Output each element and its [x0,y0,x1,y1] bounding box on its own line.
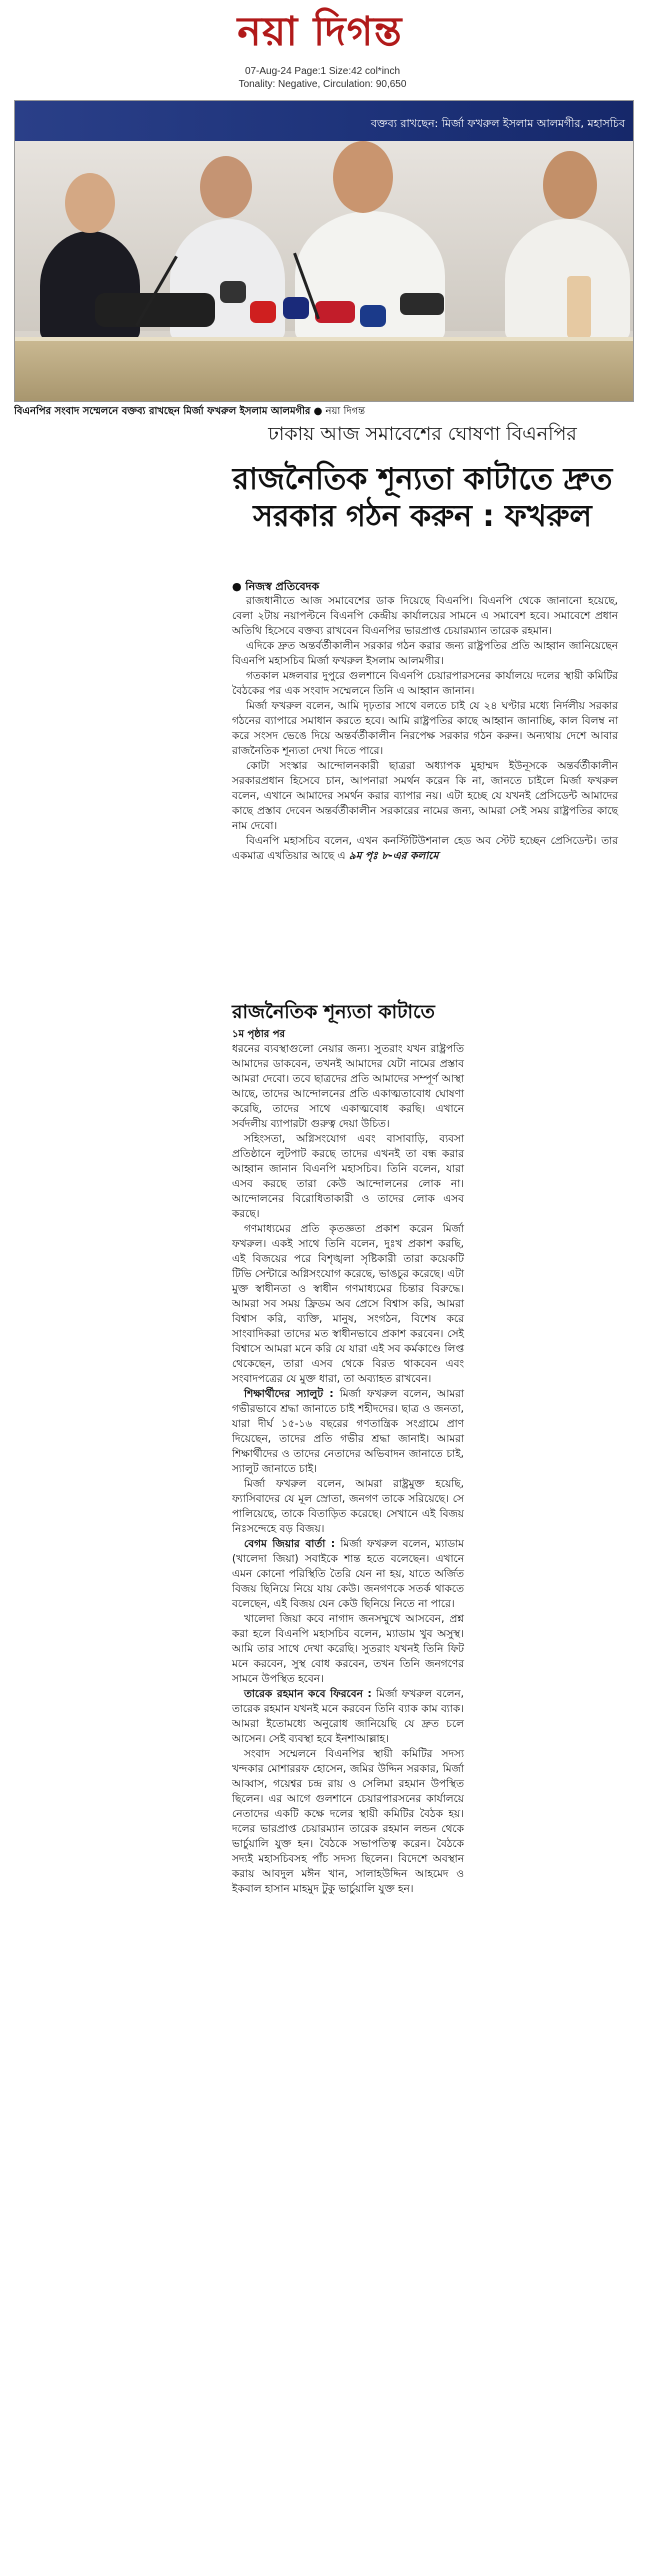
section-heading: তারেক রহমান কবে ফিরবেন : [244,1688,372,1700]
clipping-meta-tonality: Tonality: Negative, Circulation: 90,650 [238,79,407,90]
paragraph: রাজধানীতে আজ সমাবেশের ডাক দিয়েছে বিএনপি। বিএনপি থেকে জানানো হয়েছে, বেলা ২টায় নয়াপল্টনে বিএনপি কেন্দ্রীয় কার্যালয়ের সামনে এ সমাবেশ হবে। সমাবেশে প্রধান অতিথি হিসেবে বক্তব্য রাখবেন বিএনপির ভারপ্রাপ্ত চেয়ারম্যান তারেক রহমান। [232,595,618,637]
microphone-cluster [95,293,215,327]
paragraph: খালেদা জিয়া কবে নাগাদ জনসম্মুখে আসবেন, প্রশ্ন করা হলে বিএনপি মহাসচিব বলেন, ম্যাডাম খুব অসুস্থ। আমি তার সাথে দেখা করেছি। সুতরাং যখনই তিনি ফিট মনে করবেন, সুস্থ বোধ করবেন, তখন তিনি জনগণের সামনে উপস্থিত হবেন। [232,1613,464,1685]
paragraph: ধরনের ব্যবস্থাগুলো নেয়ার জন্য। সুতরাং যখন রাষ্ট্রপতি আমাদের ডাকবেন, তখনই আমাদের যেটা নামের প্রস্তাব আমরা দেবো। তবে ছাত্রদের প্রতি আমাদের সম্পূর্ণ আস্থা আছে, তাদের আন্দোলনের প্রতি একাত্মতাবোধ ঘোষণা করেছি, তাদের সাথে একাত্মবোধ করছি। এখানে সর্বদলীয় ব্যাপারটা গুরুত্ব দেয়া উচিত। [232,1043,464,1130]
story-body [232,594,618,864]
paragraph: তারেক রহমান কবে ফিরবেন : মির্জা ফখরুল বলেন, তারেক রহমান যখনই মনে করবেন তিনি ব্যাক কাম ব্যাক। আমরা ইতোমধ্যে অনুরোধ জানিয়েছি যে দ্রুত চলে আসেন। সেই ব্যবস্থা হবে ইনশাআল্লাহ। [232,1688,465,1745]
caption-credit: ● নয়া দিগন্ত [313,406,366,417]
paragraph: শিক্ষার্থীদের স্যালুট : মির্জা ফখরুল বলেন, আমরা গভীরভাবে শ্রদ্ধা জানাতে চাই শহীদদের। ছাত্র ও জনতা, যারা দীর্ঘ ১৫-১৬ বছরের গণতান্ত্রিক সংগ্রামে প্রাণ দিয়েছেন, তাদের প্রতি গভীর শ্রদ্ধা জানাই। আমরা শিক্ষার্থীদের ও তাদের নেতাদের অভিবাদন জানাতে চাই, স্যালুট জানাতে চাই। [232,1388,465,1475]
kicker: ঢাকায় আজ সমাবেশের ঘোষণা বিএনপির [268,423,577,445]
paragraph: কোটা সংস্কার আন্দোলনকারী ছাত্ররা অধ্যাপক মুহাম্মদ ইউনূসকে অন্তর্বর্তীকালীন সরকারপ্রধান হিসেবে চান, আপনারা সমর্থন করেন কি না, জানতে চাইলে মির্জা ফখরুল বলেন, এখানে আমাদের সমর্থন করার ব্যাপার নয়। এটা হচ্ছে যে যখনই প্রেসিডেন্ট আমাদের কাছে প্রস্তাব দেবেন অন্তর্বর্তীকালীন সরকারের নামের জন্য, আমরা সেই সময় রাষ্ট্রপতির কাছে নাম দেবো। [232,760,618,832]
jump-title: রাজনৈতিক শূন্যতা কাটাতে [232,1001,435,1023]
paragraph: বেগম জিয়ার বার্তা : মির্জা ফখরুল বলেন, ম্যাডাম (খালেদা জিয়া) সবাইকে শান্ত হতে বলেছেন। এখানে এমন কোনো পরিস্থিতি তৈরি যেন না হয়, যাতে অর্জিত বিজয় ছিনিয়ে নিয়ে যায় কেউ। জনগণকে সতর্ক থাকতে বলেছেন, এই বিজয় যেন কেউ ছিনিয়ে নিতে না পারে। [232,1538,464,1610]
photo-caption [14,404,632,421]
headline-line-1: রাজনৈতিক শূন্যতা কাটাতে দ্রুত [232,462,613,497]
clipping-meta-date: 07-Aug-24 Page:1 Size:42 col*inch [244,66,401,77]
paragraph: গণমাধ্যমের প্রতি কৃতজ্ঞতা প্রকাশ করেন মির্জা ফখরুল। একই সাথে তিনি বলেন, দুঃখ প্রকাশ করছি, এই বিজয়ের পরে বিশৃঙ্খলা সৃষ্টিকারী তারা কয়েকটি টিভি সেন্টারে অগ্নিসংযোগ করেছে, ভাঙচুর করেছে। এটা মুক্ত স্বাধীনতা ও স্বাধীন গণমাধ্যমের চিন্তার বিরুদ্ধে। আমরা সব সময় ফ্রিডম অব প্রেসে বিশ্বাস করি, আমরা বিশ্বাস করি, ব্যক্তি, মানুষ, সংগঠন, বিশেষ করে সাংবাদিকরা তাদের মত স্বাধীনভাবে প্রকাশ করবেন। সেই বিশ্বাসে আমরা মনে করি যে যারা এই সব কর্মকাণ্ডে লিপ্ত থেকেছেন, তারা এসব থেকে বিরত থাকবেন এবং সংবাদপত্রের যে মুক্ত ধারা, তা অব্যাহত রাখবেন। [232,1223,464,1385]
continued-note: ৯ম পৃঃ ৮-এর কলামে [348,850,439,862]
banner-text: বক্তব্য রাখছেন: মির্জা ফখরুল ইসলাম আলমগীর, মহাসচিব [370,117,625,130]
jump-from-page: ১ম পৃষ্ঠার পর [232,1029,285,1040]
backdrop-banner [15,101,633,141]
conference-table [15,341,633,401]
paragraph: গতকাল মঙ্গলবার দুপুরে গুলশানে বিএনপি চেয়ারপারসনের কার্যালয়ে দলের স্থায়ী কমিটির বৈঠকের পর এক সংবাদ সম্মেলনে তিনি এ আহ্বান জানান। [232,670,618,697]
paragraph: এদিকে দ্রুত অন্তর্বর্তীকালীন সরকার গঠন করার জন্য রাষ্ট্রপতির প্রতি আহ্বান জানিয়েছেন বিএনপি মহাসচিব মির্জা ফখরুল ইসলাম আলমগীর। [232,640,618,667]
section-heading: শিক্ষার্থীদের স্যালুট : [244,1388,334,1400]
byline: ● নিজস্ব প্রতিবেদক [232,580,320,593]
press-conference-photo [14,100,634,402]
headline [225,462,620,535]
jump-body [232,1042,464,1897]
newspaper-logo [205,6,435,58]
paragraph: সহিংসতা, অগ্নিসংযোগ এবং বাসাবাড়ি, ব্যবসা প্রতিষ্ঠানে লুটপাট করছে তাদের এখনই তা বন্ধ করার আহ্বান জানান বিএনপি মহাসচিব। তিনি বলেন, যারা এসব করছে তারা কেউ আন্দোলনের লোক না। আন্দোলনের বিরোধিতাকারী ও তাদের লোক এসব করছে। [232,1133,464,1220]
caption-text: বিএনপির সংবাদ সম্মেলনে বক্তব্য রাখছেন মির্জা ফখরুল ইসলাম আলমগীর [14,406,311,417]
water-bottle [567,276,591,338]
paragraph: বিএনপি মহাসচিব বলেন, এখন কনস্টিটিউশনাল হেড অব স্টেট হচ্ছেন প্রেসিডেন্ট। তার একমাত্র এখতিয়ার আছে এ ৯ম পৃঃ ৮-এর কলামে [232,835,618,862]
paragraph: মির্জা ফখরুল বলেন, আমি দৃঢ়তার সাথে বলতে চাই যে ২৪ ঘণ্টার মধ্যে নির্দলীয় সরকার গঠনের ব্যাপারে সমাধান করতে হবে। আমি রাষ্ট্রপতির কাছে আহ্বান জানাচ্ছি, কাল বিলম্ব না করে সংসদ ভেঙে দিয়ে অন্তর্বর্তীকালীন নিরপেক্ষ সরকার গঠন করুন। অন্যথায় দেশে আবার রাজনৈতিক শূন্যতা দেখা দিতে পারে। [232,700,618,757]
section-heading: বেগম জিয়ার বার্তা : [244,1538,336,1550]
masthead [0,0,645,100]
logo-text: নয়া দিগন্ত [237,8,403,55]
paragraph: মির্জা ফখরুল বলেন, আমরা রাষ্ট্রমুক্ত হয়েছি, ফ্যাসিবাদের যে মূল স্রোতা, জনগণ তাকে সরিয়েছে। সে পালিয়েছে, তাকে বিতাড়িত করেছে। সেখানে এই বিজয় নিঃসন্দেহে বড় বিজয়। [232,1478,464,1535]
headline-line-2: সরকার গঠন করুন : ফখরুল [253,498,592,534]
paragraph: সংবাদ সম্মেলনে বিএনপির স্থায়ী কমিটির সদস্য খন্দকার মোশাররফ হোসেন, জমির উদ্দিন সরকার, মির্জা আব্বাস, গয়েশ্বর চন্দ্র রায় ও সেলিমা রহমান উপস্থিত ছিলেন। এর আগে গুলশানে চেয়ারপারসনের কার্যালয়ে নেতাদের একটি কক্ষে দলের স্থায়ী কমিটির বৈঠক হয়। দলের ভারপ্রাপ্ত চেয়ারম্যান তারেক রহমান লন্ডন থেকে ভার্চুয়ালি যুক্ত হন। বৈঠকে সভাপতিত্ব করেন। বৈঠকে সদ্যই মহাসচিবসহ পাঁচ সদস্য ছিলেন। বিদেশে অবস্থান করায় আবদুল মঈন খান, সালাহউদ্দিন আহমেদ ও ইকবাল হাসান মাহমুদ টুকু ভার্চুয়ালি যুক্ত হন। [232,1748,464,1895]
